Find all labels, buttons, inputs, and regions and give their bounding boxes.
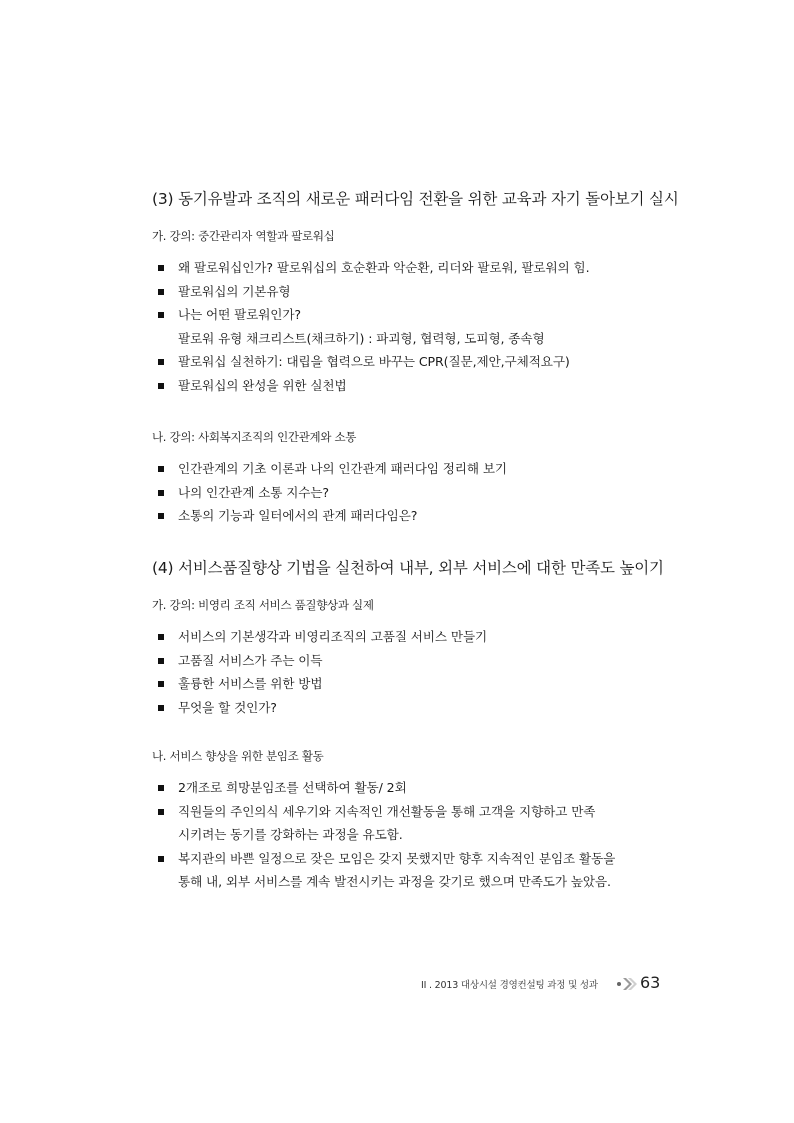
bullet-list xyxy=(158,256,656,397)
subsection-heading: 나. 강의: 사회복지조직의 인간관계와 소통 xyxy=(152,430,357,444)
list-item-text: 소통의 기능과 일터에서의 관계 패러다임은? xyxy=(178,508,418,523)
list-item-continuation: 시키려는 동기를 강화하는 과정을 유도함. xyxy=(178,827,403,842)
list-item-text: 고품질 서비스가 주는 이득 xyxy=(178,652,323,668)
square-bullet-icon xyxy=(158,705,164,711)
list-item xyxy=(158,350,656,374)
square-bullet-icon xyxy=(158,289,164,295)
list-item-text: 나의 인간관계 소통 지수는? xyxy=(178,484,330,500)
list-item-text: 팔로워십 실천하기: 대립을 협력으로 바꾸는 CPR(질문,제안,구체적요구) xyxy=(178,354,570,369)
list-item-text: 팔로워십의 완성을 위한 실천법 xyxy=(178,377,347,393)
list-item-text: 직원들의 주인의식 세우기와 지속적인 개선활동을 통해 고객을 지향하고 만족 xyxy=(178,803,596,819)
list-item-text: 왜 팔로워십인가? 팔로워십의 호순환과 악순환, 리더와 팔로워, 팔로워의 힘. xyxy=(178,260,590,275)
section-title: (4) 서비스품질향상 기법을 실천하여 내부, 외부 서비스에 대한 만족도 높이기 xyxy=(152,559,664,577)
bullet-list xyxy=(158,625,656,719)
list-item-text: 2개조로 희망분임조를 선택하여 활동/ 2회 xyxy=(178,780,407,795)
list-item-text: 복지관의 바쁜 일정으로 잦은 모임은 갖지 못했지만 향후 지속적인 분임조 활동을 xyxy=(178,850,616,866)
square-bullet-icon xyxy=(158,856,164,862)
square-bullet-icon xyxy=(158,265,164,271)
square-bullet-icon xyxy=(158,513,164,519)
page-number: 63 xyxy=(640,973,661,992)
list-item xyxy=(158,481,656,505)
square-bullet-icon xyxy=(158,383,164,389)
square-bullet-icon xyxy=(158,634,164,640)
list-item-text: 훌륭한 서비스를 위한 방법 xyxy=(178,676,323,691)
list-item-text: 나는 어떤 팔로워인가? xyxy=(178,307,301,322)
subsection-heading: 가. 강의: 비영리 조직 서비스 품질향상과 실제 xyxy=(152,598,374,612)
list-item xyxy=(158,303,656,350)
list-item-text: 인간관계의 기초 이론과 나의 인간관계 패러다임 정리해 보기 xyxy=(178,461,507,476)
square-bullet-icon xyxy=(158,681,164,687)
list-item xyxy=(158,800,656,847)
list-item xyxy=(158,457,656,481)
bullet-list xyxy=(158,776,656,894)
subsection-heading: 가. 강의: 중간관리자 역할과 팔로워십 xyxy=(152,229,335,243)
list-item xyxy=(158,625,656,649)
square-bullet-icon xyxy=(158,809,164,815)
list-item xyxy=(158,696,656,720)
list-item xyxy=(158,649,656,673)
page-footer xyxy=(421,973,661,993)
list-item xyxy=(158,776,656,800)
list-item xyxy=(158,672,656,696)
list-item-text: 무엇을 할 것인가? xyxy=(178,699,277,715)
square-bullet-icon xyxy=(158,658,164,664)
square-bullet-icon xyxy=(158,490,164,496)
footer-text: II . 2013 대상시설 경영컨설팅 과정 및 성과 xyxy=(421,980,598,991)
list-item xyxy=(158,504,656,528)
document-page xyxy=(152,0,679,1123)
square-bullet-icon xyxy=(158,359,164,365)
list-item-continuation: 팔로워 유형 채크리스트(채크하기) : 파괴형, 협력형, 도피형, 종속형 xyxy=(178,330,545,346)
list-item-text: 서비스의 기본생각과 비영리조직의 고품질 서비스 만들기 xyxy=(178,629,488,644)
bullet-list xyxy=(158,457,656,528)
list-item xyxy=(158,280,656,304)
list-item xyxy=(158,256,656,280)
square-bullet-icon xyxy=(158,785,164,791)
list-item xyxy=(158,847,656,894)
double-chevron-right-icon xyxy=(616,976,638,995)
section-title: (3) 동기유발과 조직의 새로운 패러다임 전환을 위한 교육과 자기 돌아보기 실시 xyxy=(152,190,679,208)
subsection-heading: 나. 서비스 향상을 위한 분임조 활동 xyxy=(152,749,324,763)
list-item xyxy=(158,374,656,398)
square-bullet-icon xyxy=(158,466,164,472)
list-item-text: 팔로워십의 기본유형 xyxy=(178,283,291,299)
square-bullet-icon xyxy=(158,312,164,318)
list-item-continuation: 통해 내, 외부 서비스를 계속 발전시키는 과정을 갖기로 했으며 만족도가 높았음. xyxy=(178,874,611,889)
